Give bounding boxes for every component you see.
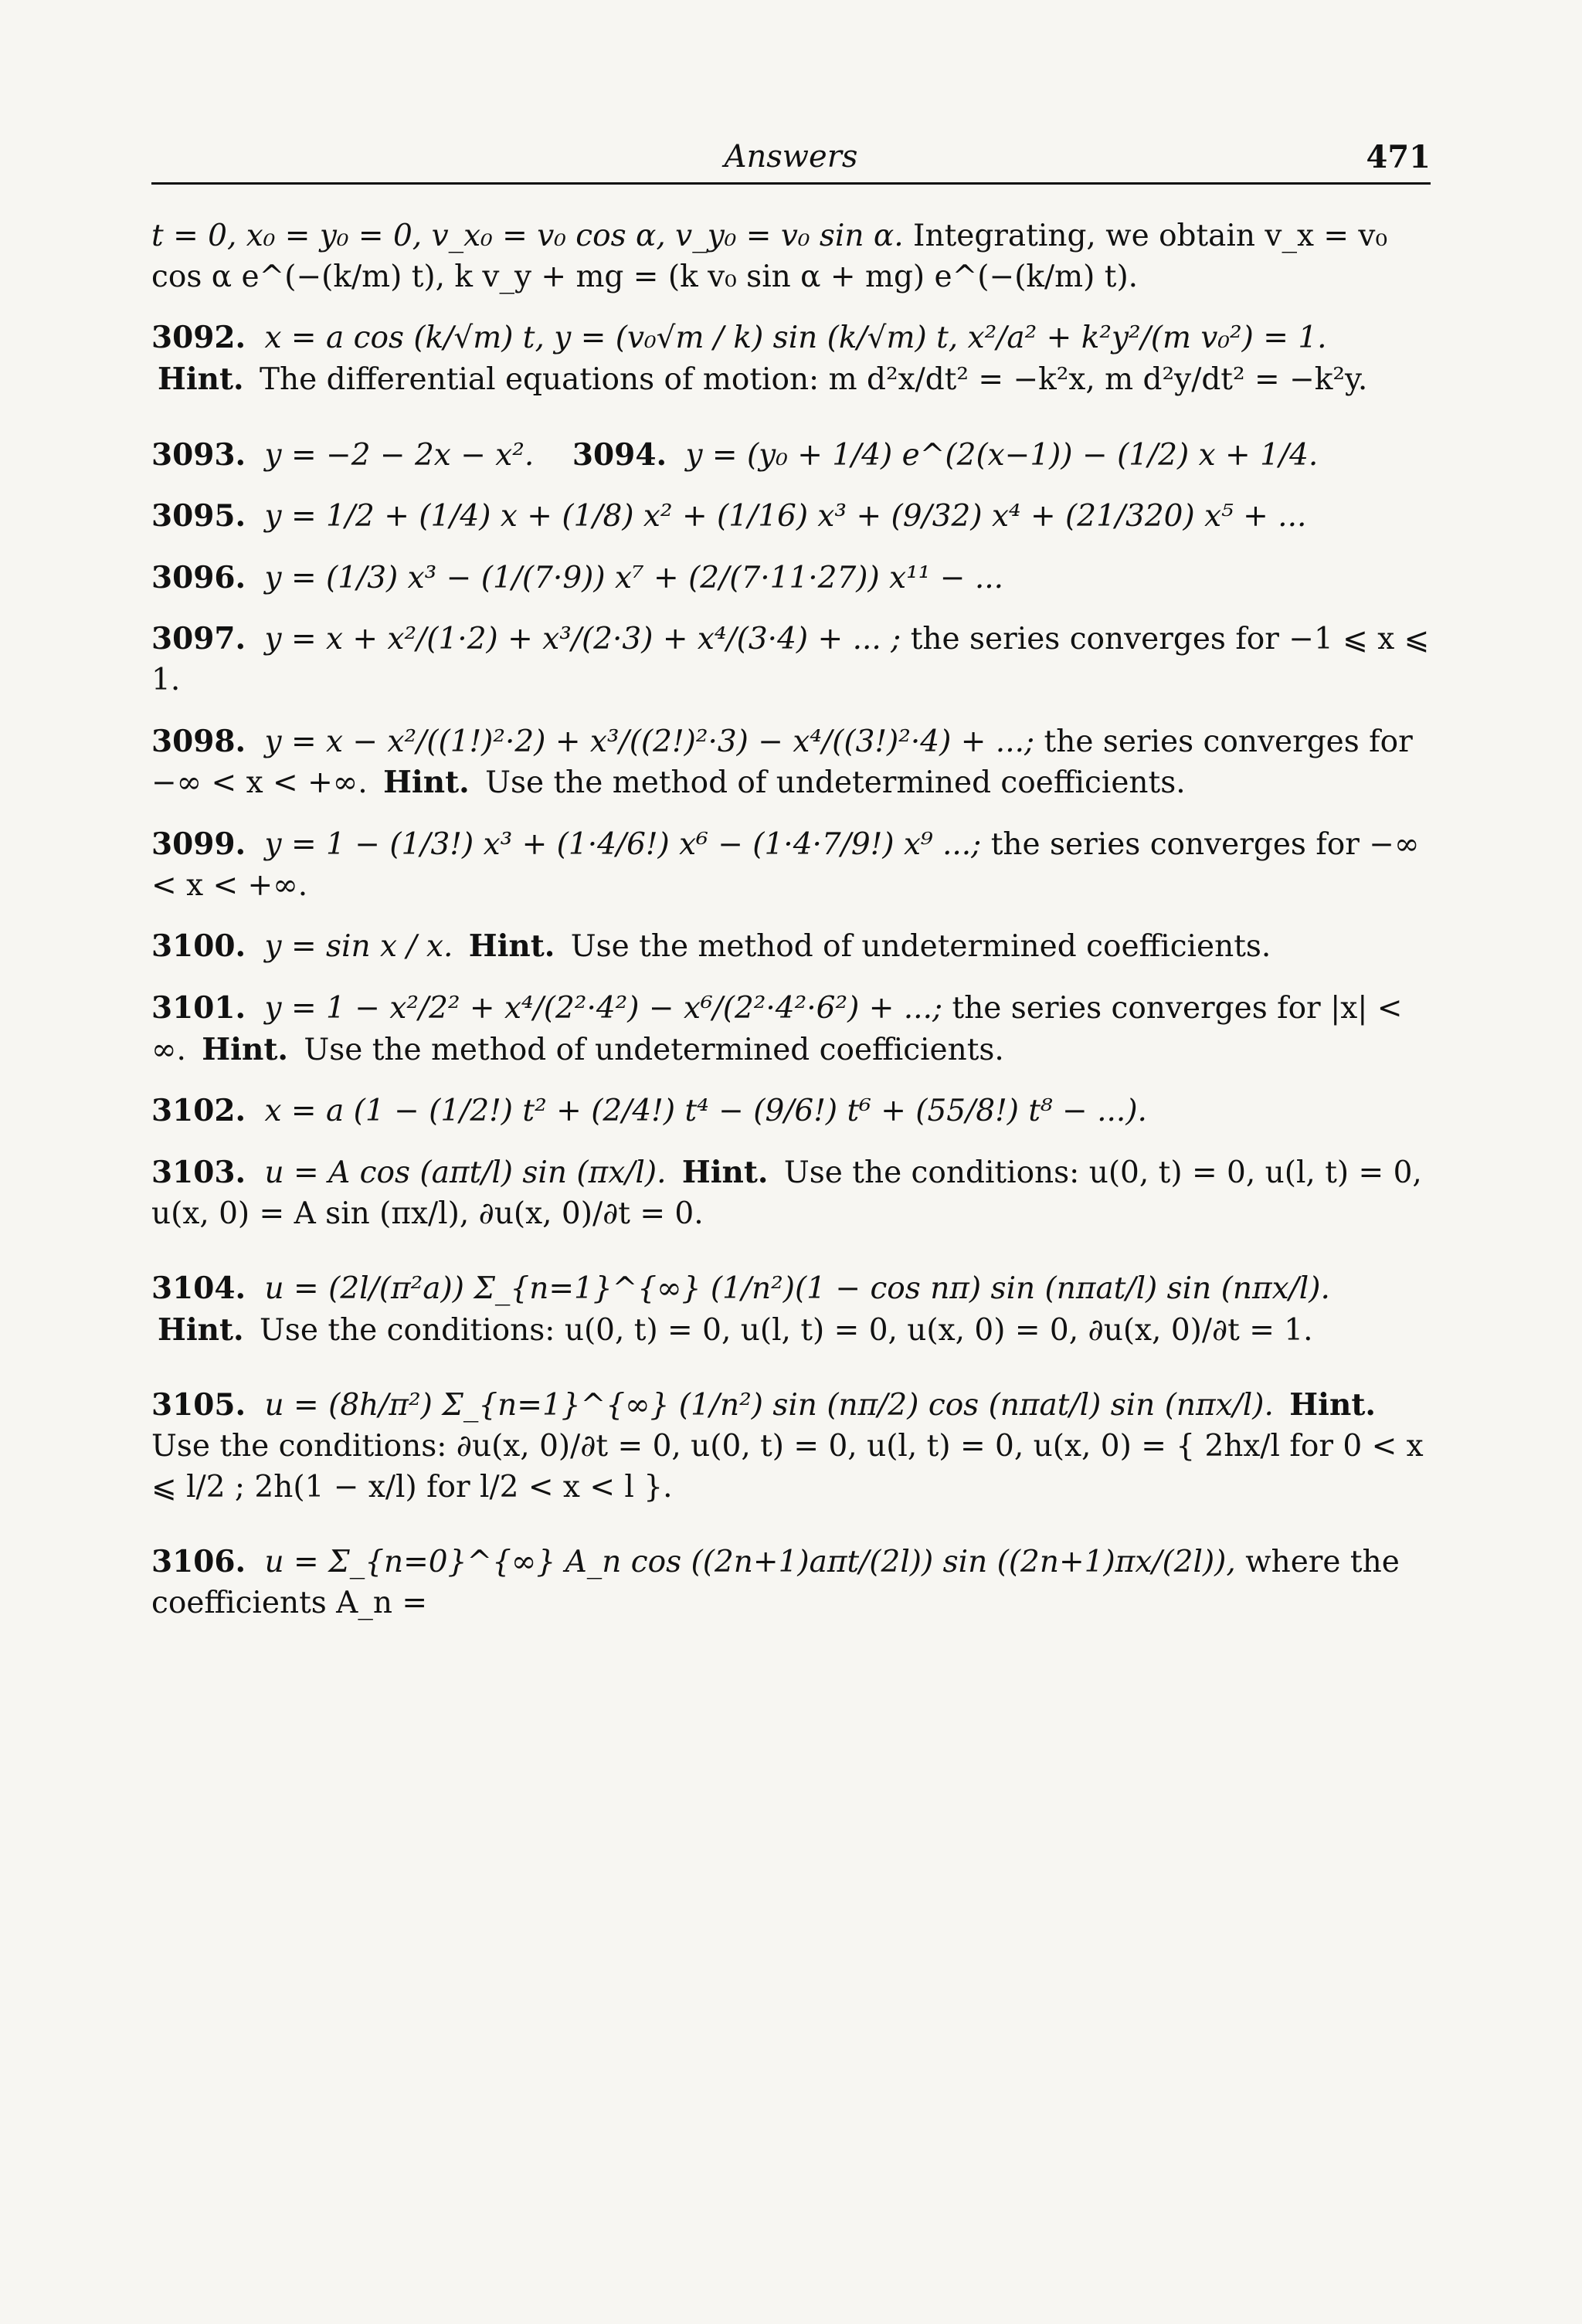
running-head: Answers xyxy=(724,139,858,175)
answer-number: 3095. xyxy=(151,498,246,534)
answer-math: y = 1 − x²/2² + x⁴/(2²·4²) − x⁶/(2²·4²·6²) + ...; xyxy=(264,990,943,1026)
answer-math: y = x + x²/(1·2) + x³/(2·3) + x⁴/(3·4) + ... ; xyxy=(264,622,901,657)
hint-text: Use the conditions: ∂u(x, 0)/∂t = 0, u(0, t) = 0, u(l, t) = 0, u(x, 0) = { 2hx/l for 0 < x ⩽ l/2 ; 2h(1 − x/l) for l/2 < x < l }. xyxy=(151,1429,1424,1505)
answer-text: the series converges for −∞ < x < +∞. xyxy=(151,827,1420,903)
answer-math: x = a (1 − (1/2!) t² + (2/4!) t⁴ − (9/6!) t⁶ + (55/8!) t⁸ − ...). xyxy=(264,1094,1147,1129)
answer-3099 xyxy=(151,824,1431,906)
answer-3093-3094 xyxy=(151,435,1431,477)
hint-label: Hint. xyxy=(158,1311,244,1348)
answer-3100 xyxy=(151,926,1431,968)
answer-3096 xyxy=(151,558,1431,599)
answer-math: x = a cos (k/√m) t, y = (v₀√m / k) sin (k/√m) t, x²/a² + k²y²/(m v₀²) = 1. xyxy=(264,321,1327,356)
hint-label: Hint. xyxy=(1289,1387,1376,1423)
answer-3104 xyxy=(151,1268,1431,1351)
answer-math: y = (1/3) x³ − (1/(7·9)) x⁷ + (2/(7·11·27)) x¹¹ − ... xyxy=(264,560,1004,595)
page-number: 471 xyxy=(1366,139,1431,175)
hint-label: Hint. xyxy=(383,765,470,801)
hint-label: Hint. xyxy=(158,361,244,397)
answer-number: 3105. xyxy=(151,1387,246,1423)
answer-math: t = 0, x₀ = y₀ = 0, v_x₀ = v₀ cos α, v_y₀ = v₀ sin α. xyxy=(151,219,904,253)
answer-3103 xyxy=(151,1152,1431,1234)
answer-number: 3098. xyxy=(151,723,246,759)
answer-3095 xyxy=(151,496,1431,538)
answer-3101 xyxy=(151,988,1431,1070)
answer-text: the series converges for −∞ < x < +∞. xyxy=(151,724,1413,801)
answer-number: 3104. xyxy=(151,1271,246,1307)
hint-label: Hint. xyxy=(681,1154,769,1190)
answer-number: 3106. xyxy=(151,1544,246,1580)
answer-number: 3099. xyxy=(151,826,246,863)
hint-label: Hint. xyxy=(468,928,555,965)
hint-text: The differential equations of motion: m d²x/dt² = −k²x, m d²y/dt² = −k²y. xyxy=(260,361,1368,397)
page-header xyxy=(151,133,1431,185)
answer-3102 xyxy=(151,1091,1431,1132)
answer-text: the series converges for |x| < ∞. xyxy=(151,990,1403,1067)
answer-number: 3102. xyxy=(151,1093,246,1129)
answer-math: u = (2l/(π²a)) Σ_{n=1}^{∞} (1/n²)(1 − cos nπ) sin (nπat/l) sin (nπx/l). xyxy=(264,1271,1330,1307)
answer-number: 3097. xyxy=(151,621,246,657)
answer-3105 xyxy=(151,1385,1431,1508)
answer-math: y = sin x / x. xyxy=(264,929,453,965)
hint-text: Use the method of undetermined coefficients. xyxy=(570,929,1271,965)
answers-list xyxy=(151,216,1431,1644)
answer-text: Integrating, we obtain v_x = v₀ cos α e^(−(k/m) t), k v_y + mg = (k v₀ sin α + mg) e^(−(k/m) t). xyxy=(151,219,1388,294)
answer-math: y = x − x²/((1!)²·2) + x³/((2!)²·3) − x⁴/((3!)²·4) + ...; xyxy=(264,724,1035,759)
hint-text: Use the conditions: u(0, t) = 0, u(l, t) = 0, u(x, 0) = 0, ∂u(x, 0)/∂t = 1. xyxy=(260,1312,1313,1348)
hint-label: Hint. xyxy=(202,1031,288,1067)
answer-number: 3100. xyxy=(151,928,246,965)
hint-text: Use the method of undetermined coefficients. xyxy=(304,1032,1004,1067)
answer-math: u = Σ_{n=0}^{∞} A_n cos ((2n+1)aπt/(2l)) sin ((2n+1)πx/(2l)), xyxy=(264,1545,1236,1580)
hint-text: Use the method of undetermined coefficients. xyxy=(485,765,1186,801)
answer-math: u = (8h/π²) Σ_{n=1}^{∞} (1/n²) sin (nπ/2) cos (nπat/l) sin (nπx/l). xyxy=(264,1388,1274,1423)
answer-3097 xyxy=(151,619,1431,701)
answer-number: 3094. xyxy=(572,436,667,473)
answer-continuation xyxy=(151,216,1431,297)
answer-math: y = 1/2 + (1/4) x + (1/8) x² + (1/16) x³ + (9/32) x⁴ + (21/320) x⁵ + ... xyxy=(264,499,1307,534)
answer-number: 3103. xyxy=(151,1154,246,1190)
answer-3098 xyxy=(151,721,1431,804)
answer-math: u = A cos (aπt/l) sin (πx/l). xyxy=(264,1155,667,1190)
answer-math: y = −2 − 2x − x². xyxy=(264,437,535,473)
answer-number: 3092. xyxy=(151,320,246,356)
answer-number: 3101. xyxy=(151,989,246,1026)
hint-text: Use the conditions: u(0, t) = 0, u(l, t) = 0, u(x, 0) = A sin (πx/l), ∂u(x, 0)/∂t = 0. xyxy=(151,1155,1422,1231)
answer-3106 xyxy=(151,1542,1431,1623)
answer-number: 3093. xyxy=(151,436,246,473)
answer-3092 xyxy=(151,317,1431,400)
answer-text: the series converges for −1 ⩽ x ⩽ 1. xyxy=(151,622,1430,698)
answer-number: 3096. xyxy=(151,559,246,595)
answer-text: where the coefficients A_n = xyxy=(151,1545,1400,1621)
answer-math: y = (y₀ + 1/4) e^(2(x−1)) − (1/2) x + 1/4. xyxy=(685,437,1319,473)
answer-math: y = 1 − (1/3!) x³ + (1·4/6!) x⁶ − (1·4·7/9!) x⁹ ...; xyxy=(264,827,982,863)
